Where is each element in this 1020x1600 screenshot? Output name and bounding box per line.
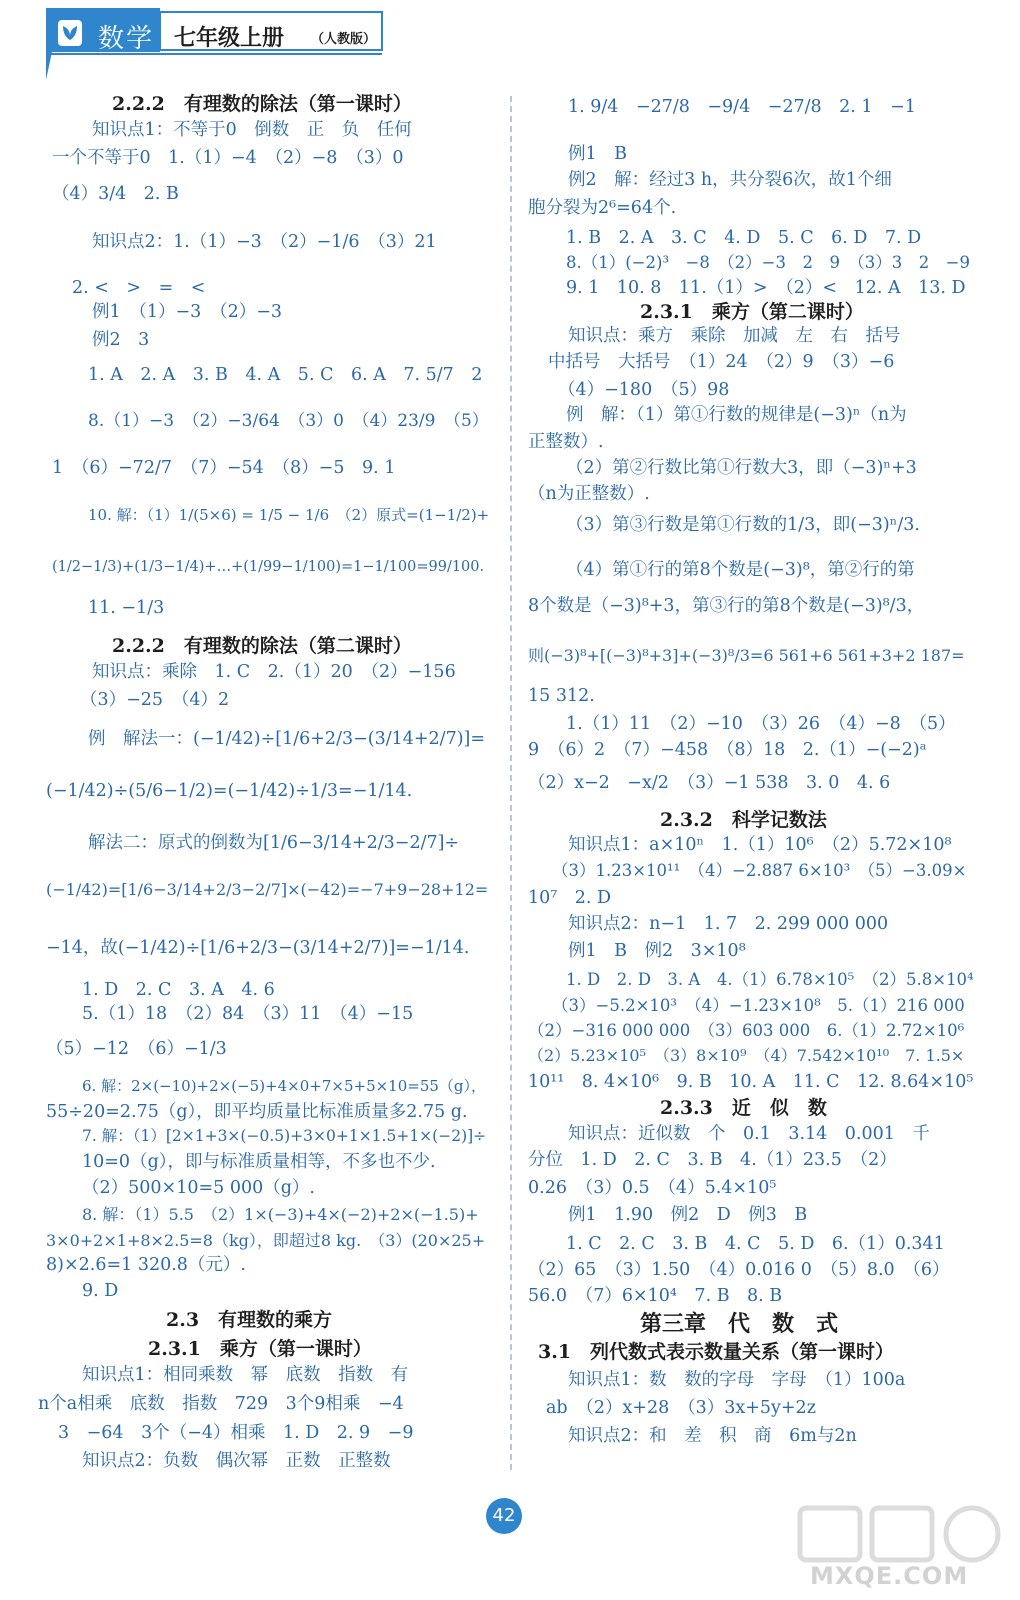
- left-answer-line: 知识点1：不等于0 倒数 正 负 任何: [92, 120, 412, 140]
- left-answer-line: 知识点1：相同乘数 幂 底数 指数 有: [82, 1365, 409, 1385]
- right-heading: 第三章 代 数 式: [640, 1311, 839, 1337]
- right-answer-line: （3）第③行数是第①行数的1/3，即(−3)ⁿ/3.: [566, 515, 920, 535]
- left-answer-line: 知识点2：1.（1）−3 （2）−1/6 （3）21: [92, 232, 437, 252]
- leaf-logo-icon: [58, 20, 82, 46]
- right-answer-line: 中括号 大括号 （1）24 （2）9 （3）−6: [548, 352, 895, 372]
- right-answer-line: （3）1.23×10¹¹ （4）−2.887 6×10³ （5）−3.09×: [552, 861, 967, 880]
- right-answer-line: 例1 B: [568, 144, 627, 164]
- left-answer-line: 10. 解：（1）1/(5×6) = 1/5 − 1/6 （2）原式=(1−1/2)+: [88, 506, 490, 524]
- left-answer-line: −14，故(−1/42)÷[1/6+2/3−(3/14+2/7)]=−1/14.: [46, 938, 470, 958]
- right-answer-line: 1. 9/4 −27/8 −9/4 −27/8 2. 1 −1: [568, 97, 916, 117]
- column-divider: [510, 96, 512, 1470]
- left-answer-line: 例2 3: [92, 330, 150, 350]
- left-answer-line: 8)×2.6=1 320.8（元）.: [46, 1255, 246, 1275]
- left-answer-line: 5.（1）18 （2）84 （3）11 （4）−15: [82, 1004, 414, 1024]
- right-answer-line: （4）−180 （5）98: [558, 380, 730, 400]
- right-answer-line: 胞分裂为2⁶=64个.: [528, 198, 677, 218]
- subject-title: 数学: [98, 24, 155, 54]
- left-answer-line: 例 解法一：(−1/42)÷[1/6+2/3−(3/14+2/7)]=: [88, 729, 486, 749]
- left-answer-line: （3）−25 （4）2: [80, 690, 230, 710]
- right-answer-line: （3）−5.2×10³ （4）−1.23×10⁸ 5.（1）216 000: [552, 996, 965, 1015]
- right-answer-line: 0.26 （3）0.5 （4）5.4×10⁵: [528, 1178, 777, 1198]
- right-heading: 2.3.2 科学记数法: [660, 809, 827, 831]
- grade-title: 七年级上册: [174, 26, 285, 51]
- left-answer-line: 1. D 2. C 3. A 4. 6: [82, 980, 275, 1000]
- right-answer-line: （2）65 （3）1.50 （4）0.016 0 （5）8.0 （6）: [528, 1260, 950, 1280]
- page-number: 42: [492, 1505, 516, 1526]
- right-answer-line: 56.0 （7）6×10⁴ 7. B 8. B: [528, 1286, 783, 1306]
- left-answer-line: 解法二：原式的倒数为[1/6−3/14+2/3−2/7]÷: [88, 833, 460, 853]
- left-heading: 2.3 有理数的乘方: [166, 1309, 333, 1331]
- left-answer-line: 一个不等于0 1.（1）−4 （2）−8 （3）0: [52, 148, 404, 168]
- left-heading: 2.2.2 有理数的除法（第二课时）: [112, 635, 412, 657]
- left-answer-line: 知识点2：负数 偶次幂 正数 正整数: [82, 1451, 391, 1471]
- right-answer-line: 例1 B 例2 3×10⁸: [568, 941, 746, 961]
- left-answer-line: 7. 解：（1）[2×1+3×(−0.5)+3×0+1×1.5+1×(−2)]÷: [82, 1127, 487, 1145]
- right-answer-line: 10¹¹ 8. 4×10⁶ 9. B 10. A 11. C 12. 8.64×10⁵: [528, 1072, 974, 1092]
- left-answer-line: 知识点：乘除 1. C 2.（1）20 （2）−156: [92, 662, 456, 682]
- right-answer-line: 9. 1 10. 8 11.（1）> （2）< 12. A 13. D: [566, 278, 966, 298]
- left-answer-line: 3×0+2×1+8×2.5=8（kg），即超过8 kg. （3）(20×25+: [46, 1231, 486, 1250]
- right-answer-line: 例2 解：经过3 h，共分裂6次，故1个细: [568, 170, 892, 190]
- right-answer-line: 正整数）.: [528, 432, 604, 452]
- left-answer-line: n个a相乘 底数 指数 729 3个9相乘 −4: [38, 1394, 404, 1414]
- right-answer-line: ab （2）x+28 （3）3x+5y+2z: [546, 1398, 816, 1418]
- left-answer-line: （5）−12 （6）−1/3: [46, 1039, 227, 1059]
- right-answer-line: 8.（1）(−2)³ −8 （2）−3 2 9 （3）3 2 −9: [566, 253, 971, 272]
- right-answer-line: 知识点1：数 数的字母 字母 （1）100a: [568, 1370, 906, 1390]
- right-answer-line: 知识点1：a×10ⁿ 1.（1）10⁶ （2）5.72×10⁸: [568, 835, 952, 855]
- left-answer-line: 10=0（g），即与标准质量相等，不多也不少.: [82, 1152, 436, 1172]
- right-answer-line: 知识点：乘方 乘除 加减 左 右 括号: [568, 326, 901, 346]
- right-answer-line: 8个数是（−3)⁸+3，第③行的第8个数是(−3)⁸/3，: [528, 596, 925, 616]
- edition-label: （人教版）: [311, 32, 377, 47]
- right-answer-line: 知识点：近似数 个 0.1 3.14 0.001 千: [568, 1124, 930, 1144]
- left-answer-line: （2）500×10=5 000（g）.: [82, 1178, 315, 1198]
- left-answer-line: 9. D: [82, 1281, 119, 1301]
- right-answer-line: （2）5.23×10⁵ （3）8×10⁹ （4）7.542×10¹⁰ 7. 1.5×: [528, 1046, 965, 1065]
- right-answer-line: 知识点2：n−1 1. 7 2. 299 000 000: [568, 914, 889, 934]
- right-answer-line: 分位 1. D 2. C 3. B 4.（1）23.5 （2）: [528, 1150, 897, 1170]
- left-answer-line: 例1 （1）−3 （2）−3: [92, 302, 282, 322]
- left-answer-line: 2. < > = <: [72, 278, 206, 298]
- right-answer-line: 例 解：（1）第①行数的规律是(−3)ⁿ（n为: [566, 405, 907, 425]
- right-answer-line: （2）−316 000 000 （3）603 000 6.（1）2.72×10⁶: [528, 1021, 965, 1040]
- left-answer-line: 1. A 2. A 3. B 4. A 5. C 6. A 7. 5/7 2: [88, 365, 483, 385]
- right-answer-line: （2）x−2 −x/2 （3）−1 538 3. 0 4. 6: [528, 773, 891, 793]
- right-answer-line: 例1 1.90 例2 D 例3 B: [568, 1205, 808, 1225]
- left-answer-line: 8. 解：（1）5.5 （2）1×(−3)+4×(−2)+2×(−1.5)+: [82, 1205, 479, 1224]
- right-heading: 3.1 列代数式表示数量关系（第一课时）: [538, 1341, 895, 1363]
- right-answer-line: （n为正整数）.: [528, 484, 650, 504]
- left-answer-line: (−1/42)÷(5/6−1/2)=(−1/42)÷1/3=−1/14.: [46, 781, 413, 801]
- left-answer-line: 6. 解：2×(−10)+2×(−5)+4×0+7×5+5×10=55（g），: [82, 1077, 487, 1095]
- right-answer-line: 1. C 2. C 3. B 4. C 5. D 6.（1）0.341: [566, 1234, 945, 1254]
- left-answer-line: 11. −1/3: [88, 598, 165, 618]
- left-answer-line: 1 （6）−72/7 （7）−54 （8）−5 9. 1: [52, 458, 396, 478]
- right-answer-line: （2）第②行数比第①行数大3，即（−3)ⁿ+3: [566, 458, 917, 478]
- right-answer-line: 则(−3)⁸+[(−3)⁸+3]+(−3)⁸/3=6 561+6 561+3+2 187=: [528, 646, 965, 665]
- right-answer-line: 10⁷ 2. D: [528, 888, 612, 908]
- left-answer-line: 3 −64 3个（−4）相乘 1. D 2. 9 −9: [58, 1423, 414, 1443]
- right-heading: 2.3.1 乘方（第二课时）: [640, 301, 864, 323]
- left-heading: 2.3.1 乘方（第一课时）: [148, 1338, 372, 1360]
- right-answer-line: 知识点2：和 差 积 商 6m与2n: [568, 1426, 857, 1446]
- right-answer-line: 1. B 2. A 3. C 4. D 5. C 6. D 7. D: [566, 228, 922, 248]
- left-answer-line: (1/2−1/3)+(1/3−1/4)+…+(1/99−1/100)=1−1/100=99/100.: [52, 559, 485, 575]
- left-answer-line: 8.（1）−3 （2）−3/64 （3）0 （4）23/9 （5）: [88, 411, 489, 431]
- right-answer-line: 9 （6）2 （7）−458 （8）18 2.（1）−(−2)ᵃ: [528, 740, 927, 760]
- left-answer-line: 55÷20=2.75（g），即平均质量比标准质量多2.75 g.: [46, 1102, 468, 1122]
- right-heading: 2.3.3 近 似 数: [660, 1097, 827, 1119]
- left-answer-line: (−1/42)=[1/6−3/14+2/3−2/7]×(−42)=−7+9−28+12=: [46, 880, 489, 899]
- left-answer-line: （4）3/4 2. B: [52, 184, 179, 204]
- right-answer-line: （4）第①行的第8个数是(−3)⁸，第②行的第: [566, 560, 915, 580]
- right-answer-line: 1. D 2. D 3. A 4.（1）6.78×10⁵ （2）5.8×10⁴: [566, 970, 974, 989]
- right-answer-line: 15 312.: [528, 686, 595, 706]
- watermark-text: MXQE.COM: [810, 1562, 969, 1590]
- right-answer-line: 1.（1）11 （2）−10 （3）26 （4）−8 （5）: [566, 714, 956, 734]
- page-header: [0, 0, 1020, 80]
- left-heading: 2.2.2 有理数的除法（第一课时）: [112, 93, 412, 115]
